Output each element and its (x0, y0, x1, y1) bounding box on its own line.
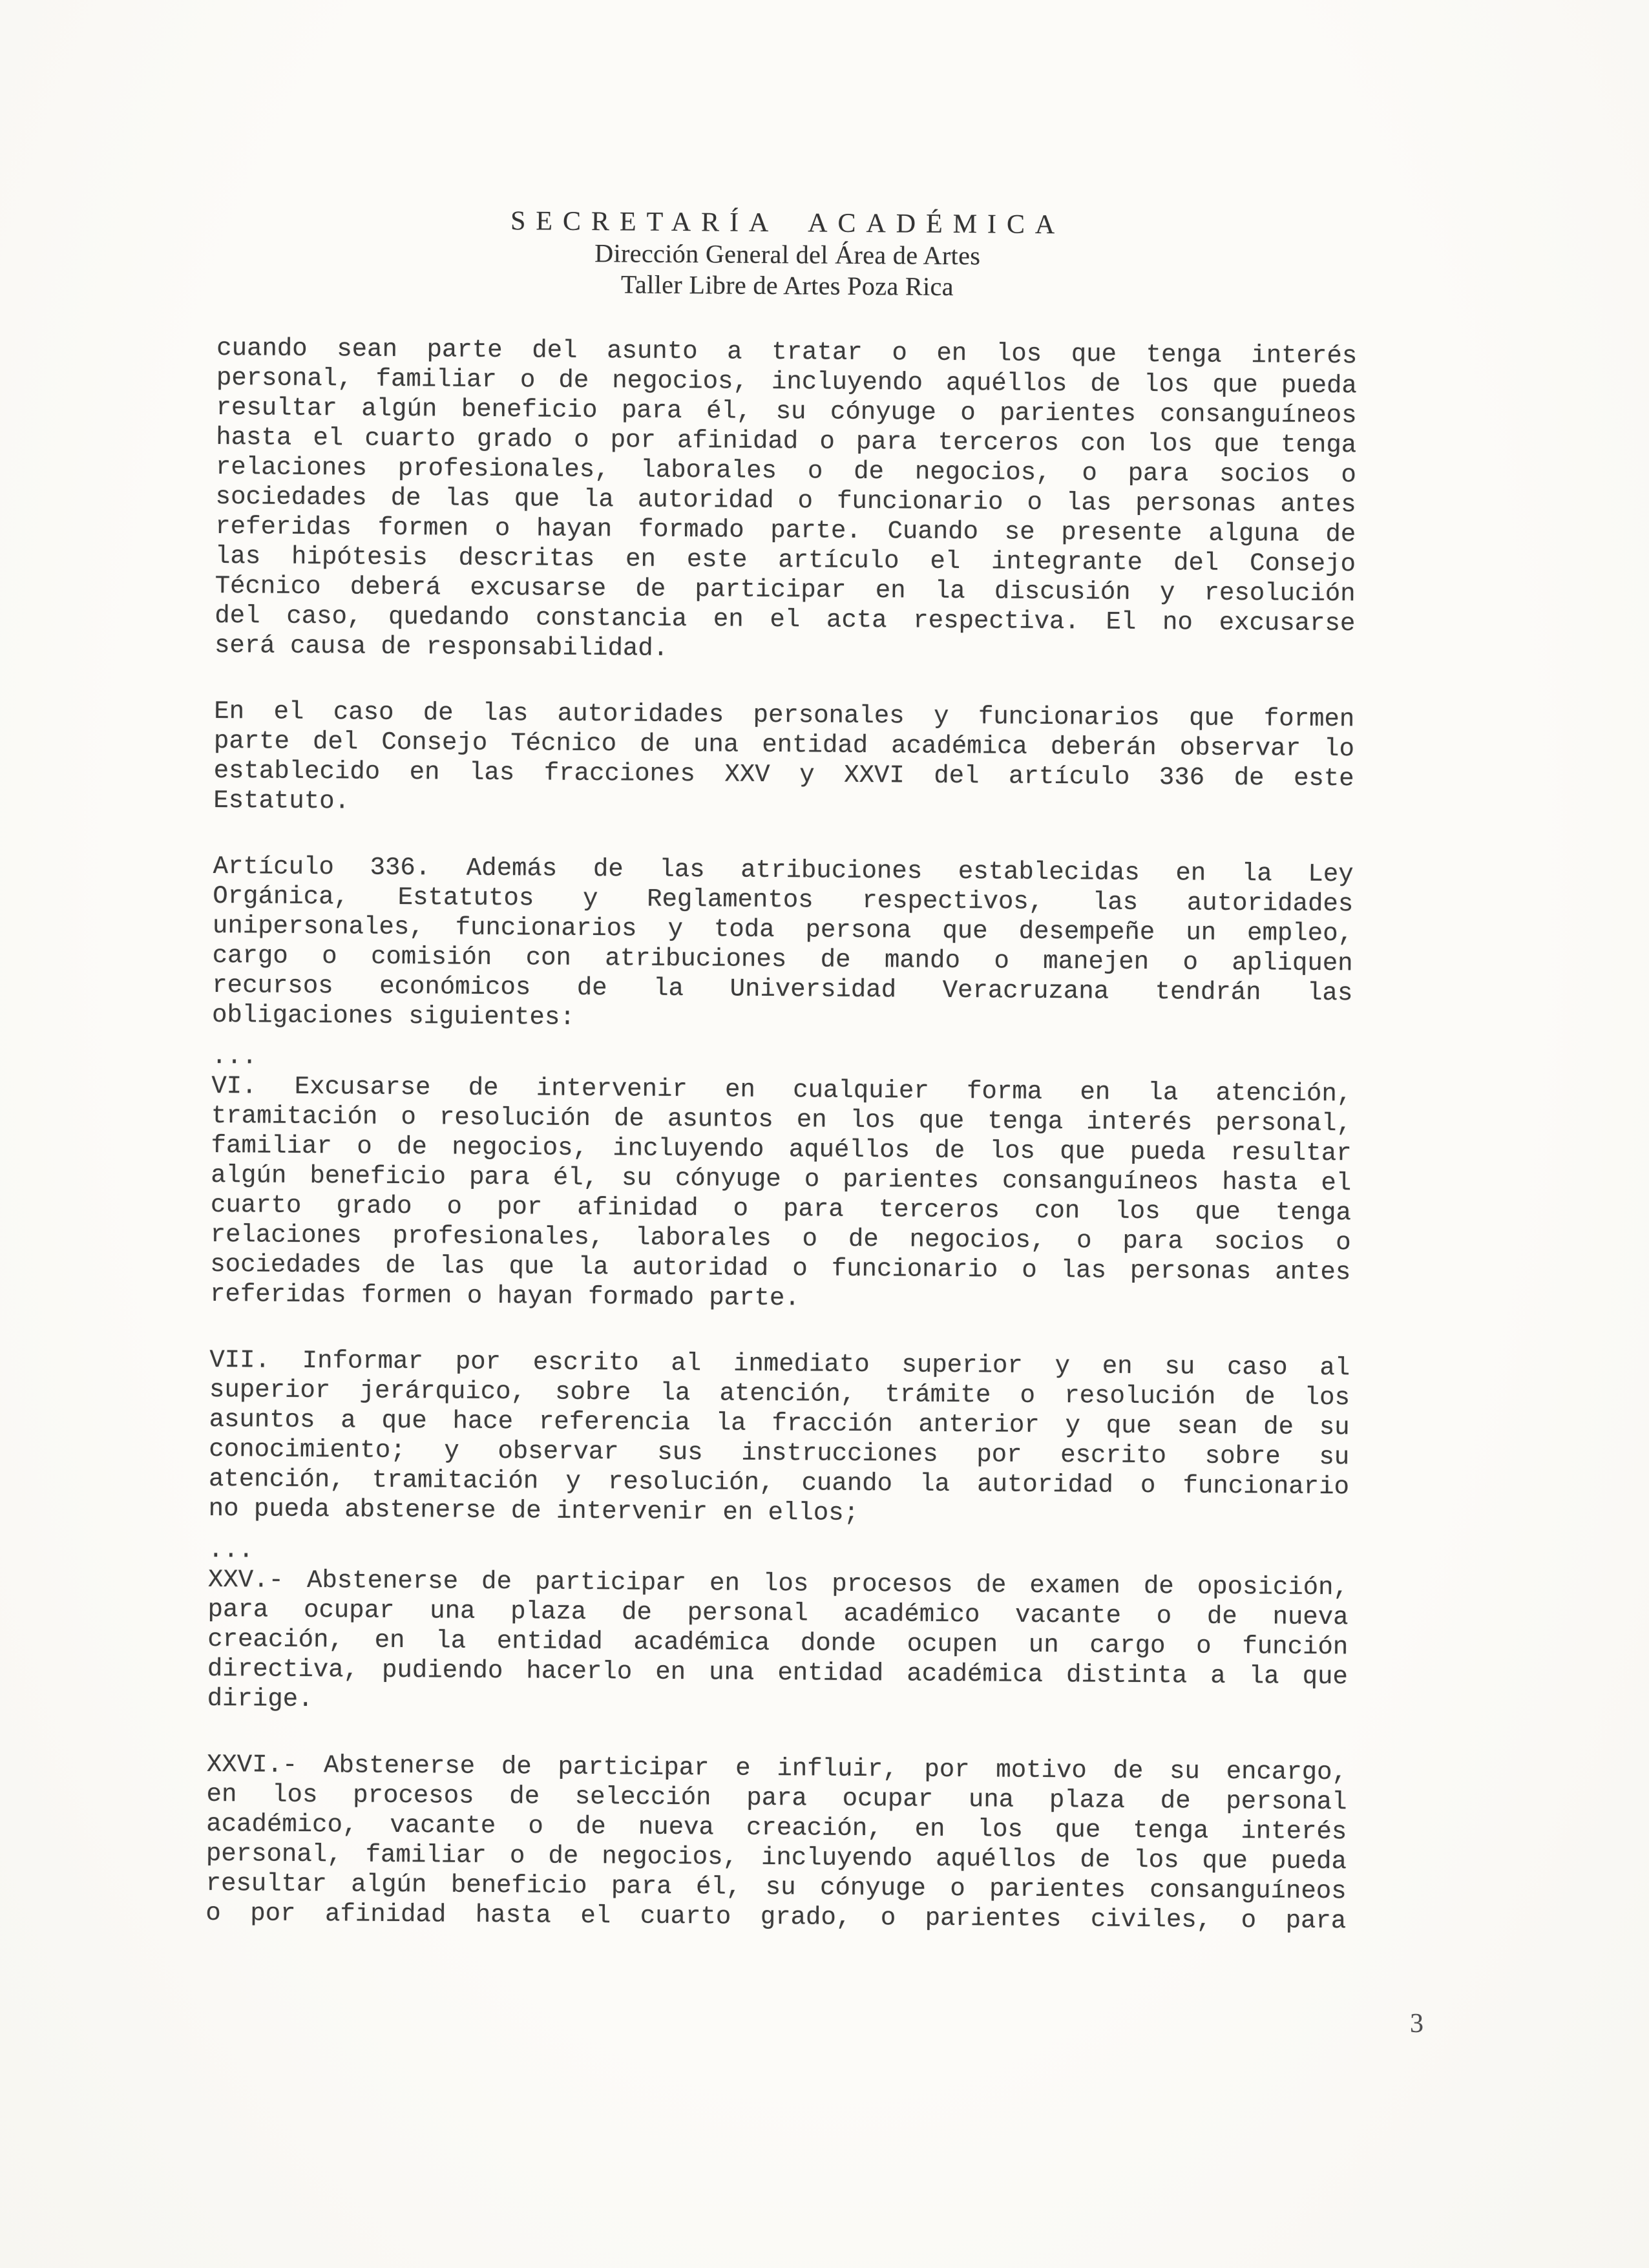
document-body (205, 333, 1357, 1936)
text-line: algún beneficio para él, su cónyuge o parientes consanguíneos hasta el (211, 1160, 1352, 1198)
text-line: no pueda abstenerse de intervenir en ellos; (208, 1494, 859, 1528)
text-line: sociedades de las que la autoridad o funcionario o las personas antes (215, 482, 1356, 520)
text-line: personal, familiar o de negocios, incluyendo aquéllos de los que pueda (216, 363, 1358, 401)
text-line: personal, familiar o de negocios, incluyendo aquéllos de los que pueda (205, 1839, 1347, 1876)
text-line: en los procesos de selección para ocupar una plaza de personal (206, 1780, 1347, 1817)
letterhead-title: SECRETARÍA ACADÉMICA (510, 206, 1066, 240)
text-line: del caso, quedando constancia en el acta respectiva. El no excusarse (215, 601, 1356, 638)
text-line: Técnico deberá excusarse de participar en la discusión y resolución (215, 571, 1356, 609)
text-line: tramitación o resolución de asuntos en los que tenga interés personal, (211, 1101, 1352, 1139)
text-line: relaciones profesionales, laborales o de negocios, o para socios o (210, 1220, 1351, 1257)
text-line: unipersonales, funcionarios y toda persona que desempeñe un empleo, (212, 911, 1354, 949)
letterhead-subtitle-direccion: Dirección General del Área de Artes (594, 238, 981, 271)
text-line: Estatuto. (213, 786, 350, 816)
text-line: ... (208, 1535, 254, 1565)
paragraph-articulo-336 (212, 852, 1354, 1038)
text-line: cuando sean parte del asunto a tratar o en los que tenga interés (216, 333, 1358, 371)
text-line: XXVI.- Abstenerse de participar e influir, por motivo de su encargo, (206, 1750, 1348, 1787)
text-line: será causa de responsabilidad. (214, 631, 669, 663)
text-line: académico, vacante o de nueva creación, en los que tenga interés (206, 1809, 1347, 1847)
text-line: referidas formen o hayan formado parte. Cuando se presente alguna de (215, 512, 1356, 549)
paragraph-fraccion-vii (209, 1345, 1350, 1531)
text-line: las hipótesis descritas en este artículo el integrante del Consejo (215, 541, 1356, 579)
text-line: asuntos a que hace referencia la fracción anterior y que sean de su (209, 1405, 1350, 1442)
text-line: referidas formen o hayan formado parte. (209, 1279, 800, 1313)
text-line: cargo o comisión con atribuciones de mando o manejen o apliquen (212, 941, 1353, 978)
text-line: VII. Informar por escrito al inmediato superior y en su caso al (209, 1345, 1350, 1383)
text-line: para ocupar una plaza de personal académico vacante o de nueva (207, 1595, 1349, 1632)
text-line: hasta el cuarto grado o por afinidad o para terceros con los que tenga (216, 423, 1357, 460)
text-line: Orgánica, Estatutos y Reglamentos respectivos, las autoridades (213, 881, 1354, 919)
paragraph-continuation-conflicto-interes (215, 333, 1357, 668)
text-line: En el caso de las autoridades personales y funcionarios que formen (214, 697, 1355, 734)
text-line: dirige. (207, 1684, 313, 1714)
text-line: creación, en la entidad académica donde ocupen un cargo o función (207, 1624, 1349, 1662)
text-line: relaciones profesionales, laborales o de negocios, o para socios o (215, 452, 1357, 490)
text-line: superior jerárquico, sobre la atención, trámite o resolución de los (209, 1375, 1350, 1412)
paragraph-autoridades-consejo-tecnico (213, 697, 1354, 823)
page-number: 3 (1410, 2009, 1423, 2039)
text-line: conocimiento; y observar sus instrucciones por escrito sobre su (209, 1434, 1350, 1472)
text-line: directiva, pudiendo hacerlo en una entidad académica distinta a la que (207, 1654, 1349, 1692)
text-line: cuarto grado o por afinidad o para terceros con los que tenga (210, 1190, 1352, 1228)
text-line: establecido en las fracciones XXV y XXVI del artículo 336 de este (213, 756, 1354, 793)
text-line: atención, tramitación y resolución, cuando la autoridad o funcionario (208, 1464, 1350, 1502)
text-line: VI. Excusarse de intervenir en cualquier forma en la atención, (211, 1071, 1352, 1109)
paragraph-fraccion-xxvi (205, 1750, 1347, 1936)
text-line: recursos económicos de la Universidad Veracruzana tendrán las (212, 971, 1353, 1008)
text-line: o por afinidad hasta el cuarto grado, o parientes civiles, o para (205, 1898, 1347, 1936)
paragraph-fraccion-vi (210, 1071, 1352, 1317)
text-line: resultar algún beneficio para él, su cónyuge o parientes consanguíneos (205, 1869, 1347, 1906)
scanned-content (205, 0, 1360, 1936)
text-line: parte del Consejo Técnico de una entidad académica deberán observar lo (213, 726, 1355, 764)
text-line: ... (211, 1042, 257, 1071)
letterhead-subtitle-taller: Taller Libre de Artes Poza Rica (620, 269, 954, 301)
text-line: sociedades de las que la autoridad o funcionario o las personas antes (210, 1250, 1351, 1287)
letterhead (217, 0, 1360, 305)
paragraph-fraccion-xxv (207, 1565, 1349, 1721)
text-line: obligaciones siguientes: (211, 1000, 575, 1032)
text-line: familiar o de negocios, incluyendo aquéllos de los que pueda resultar (211, 1131, 1352, 1168)
text-line: XXV.- Abstenerse de participar en los procesos de examen de oposición, (207, 1565, 1349, 1602)
text-line: Artículo 336. Además de las atribuciones establecidas en la Ley (213, 852, 1354, 889)
text-line: resultar algún beneficio para él, su cónyuge o parientes consanguíneos (216, 393, 1357, 430)
